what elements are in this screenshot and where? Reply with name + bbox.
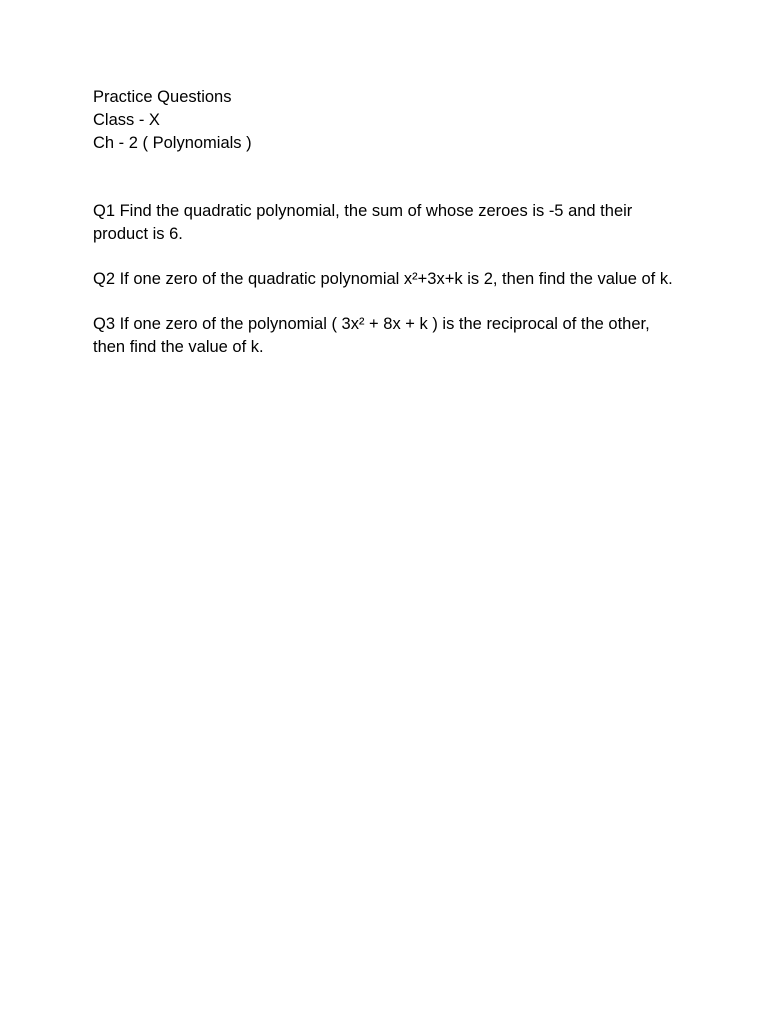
class-line: Class - X bbox=[93, 111, 160, 129]
document-content bbox=[93, 86, 683, 381]
question-list bbox=[93, 200, 683, 359]
document-header bbox=[93, 86, 683, 155]
chapter-line: Ch - 2 ( Polynomials ) bbox=[93, 134, 252, 152]
document-title: Practice Questions bbox=[93, 88, 232, 106]
question-3: Q3 If one zero of the polynomial ( 3x² + 8x + k ) is the reciprocal of the other, then find the value of k. bbox=[93, 315, 650, 356]
question-2: Q2 If one zero of the quadratic polynomial x²+3x+k is 2, then find the value of k. bbox=[93, 270, 673, 288]
question-1: Q1 Find the quadratic polynomial, the sum of whose zeroes is -5 and their product is 6. bbox=[93, 202, 633, 243]
